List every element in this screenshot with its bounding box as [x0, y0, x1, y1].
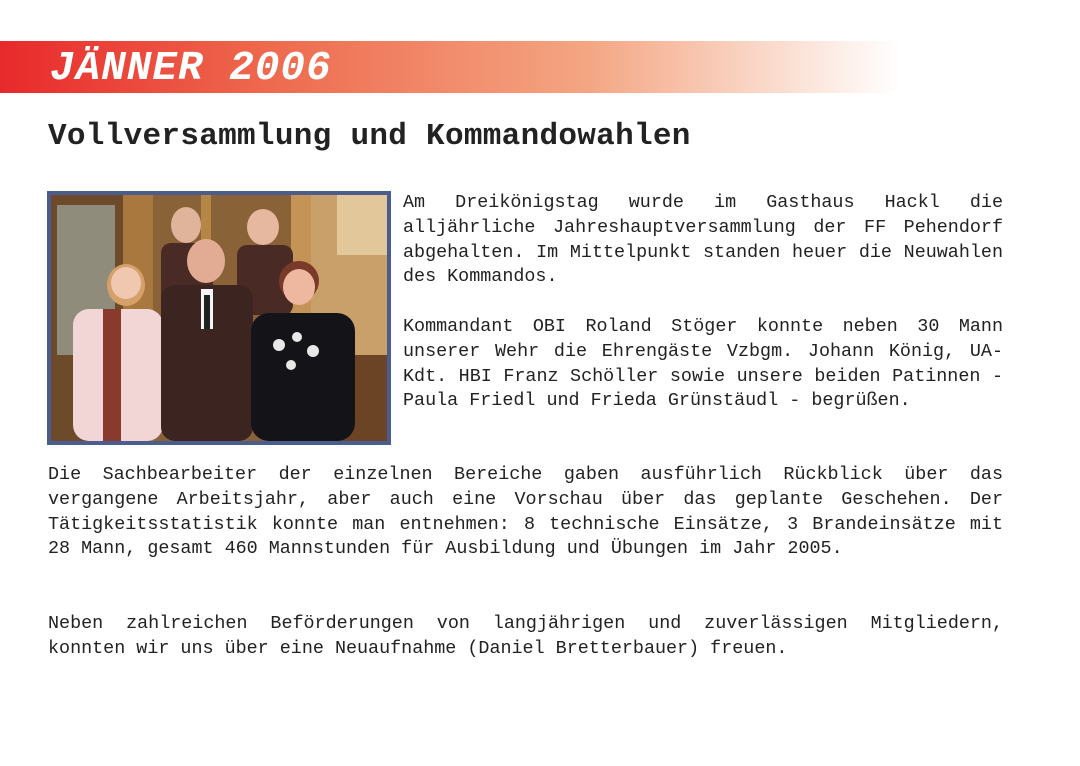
paragraph-promotions: Neben zahlreichen Beförderungen von langjährigen und zuverlässigen Mitgliedern, konnten wir uns über eine Neuaufnahme (Daniel Bretterbauer) freuen. [48, 613, 1003, 659]
group-photo [47, 191, 391, 445]
paragraph-guests: Kommandant OBI Roland Stöger konnte neben 30 Mann unserer Wehr die Ehrengäste Vzbgm. Johann König, UA-Kdt. HBI Franz Schöller sowie unsere beiden Patinnen - Paula Friedl und Frieda Grünstäudl - begrüßen. [403, 316, 1003, 412]
group-photo-illustration [51, 195, 387, 441]
month-title: JÄNNER 2006 [50, 46, 332, 92]
article-headline: Vollversammlung und Kommandowahlen [48, 119, 691, 154]
paragraph-intro: Am Dreikönigstag wurde im Gasthaus Hackl die alljährliche Jahreshauptversammlung der FF Pehendorf abgehalten. Im Mittelpunkt standen heuer die Neuwahlen des Kommandos. [403, 192, 1003, 288]
paragraph-statistics: Die Sachbearbeiter der einzelnen Bereiche gaben ausführlich Rückblick über das vergangene Arbeitsjahr, aber auch eine Vorschau über das geplante Geschehen. Der Tätigkeitsstatistik konnte man entnehmen: 8 technische Einsätze, 3 Brandeinsätze mit 28 Mann, gesamt 460 Mannstunden für Ausbildung und Übungen im Jahr 2005. [48, 464, 1003, 560]
